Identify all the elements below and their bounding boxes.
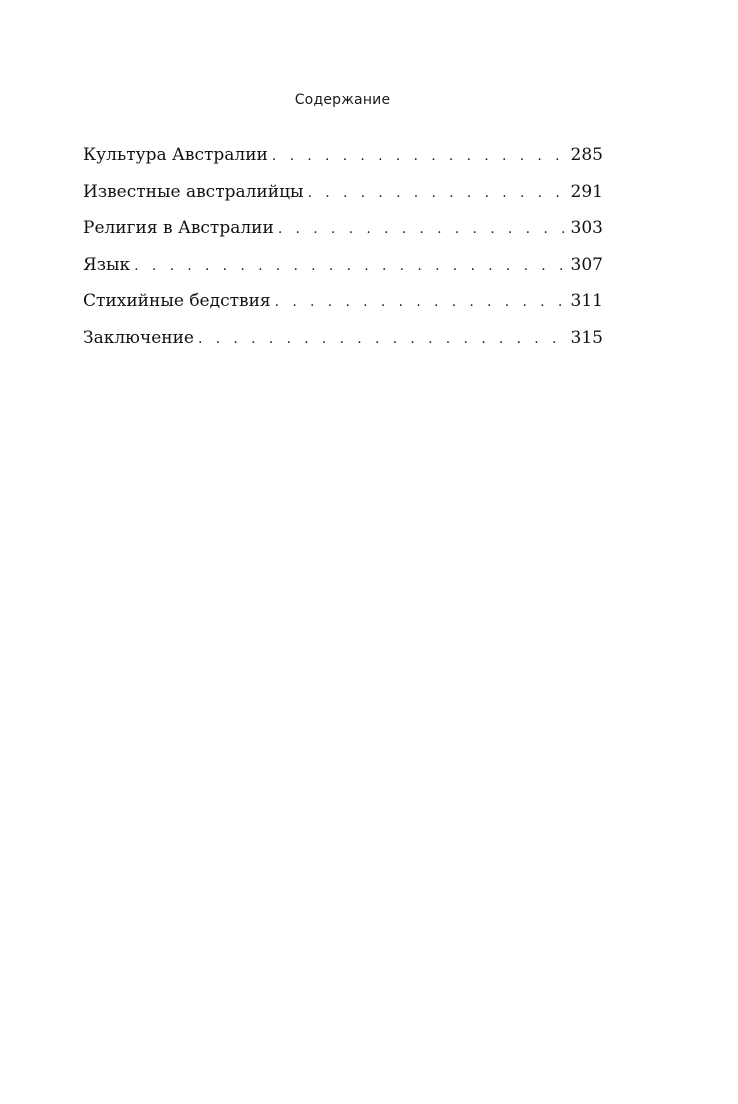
- toc-entry-page: 315: [570, 327, 603, 348]
- toc-entry: [83, 182, 603, 219]
- toc-entry-page: 303: [570, 218, 603, 239]
- toc-entry-title: Религия в Австралии: [83, 218, 274, 239]
- toc-entry-title: Культура Австралии: [83, 145, 268, 165]
- toc-entry-title: Стихийные бедствия: [83, 291, 271, 312]
- dot-leader: [304, 185, 571, 201]
- dot-leader: [274, 221, 571, 237]
- toc-entry-title: Язык: [83, 254, 131, 275]
- toc-entry-title: Известные австралийцы: [83, 181, 304, 202]
- dot-leader: [268, 148, 571, 164]
- running-header: Содержание: [294, 92, 391, 108]
- dot-leader: [194, 331, 571, 347]
- table-of-contents: [83, 145, 603, 365]
- toc-entry: [83, 255, 603, 292]
- toc-entry-page: 285: [570, 145, 603, 165]
- toc-entry-page: 311: [570, 291, 603, 312]
- toc-entry-title: Заключение: [83, 327, 194, 348]
- toc-entry: [83, 145, 603, 182]
- toc-entry: [83, 218, 603, 255]
- dot-leader: [130, 258, 570, 274]
- toc-entry: [83, 328, 603, 365]
- dot-leader: [271, 294, 571, 310]
- toc-entry-page: 291: [570, 181, 603, 202]
- toc-entry: [83, 291, 603, 328]
- toc-entry-page: 307: [570, 254, 603, 275]
